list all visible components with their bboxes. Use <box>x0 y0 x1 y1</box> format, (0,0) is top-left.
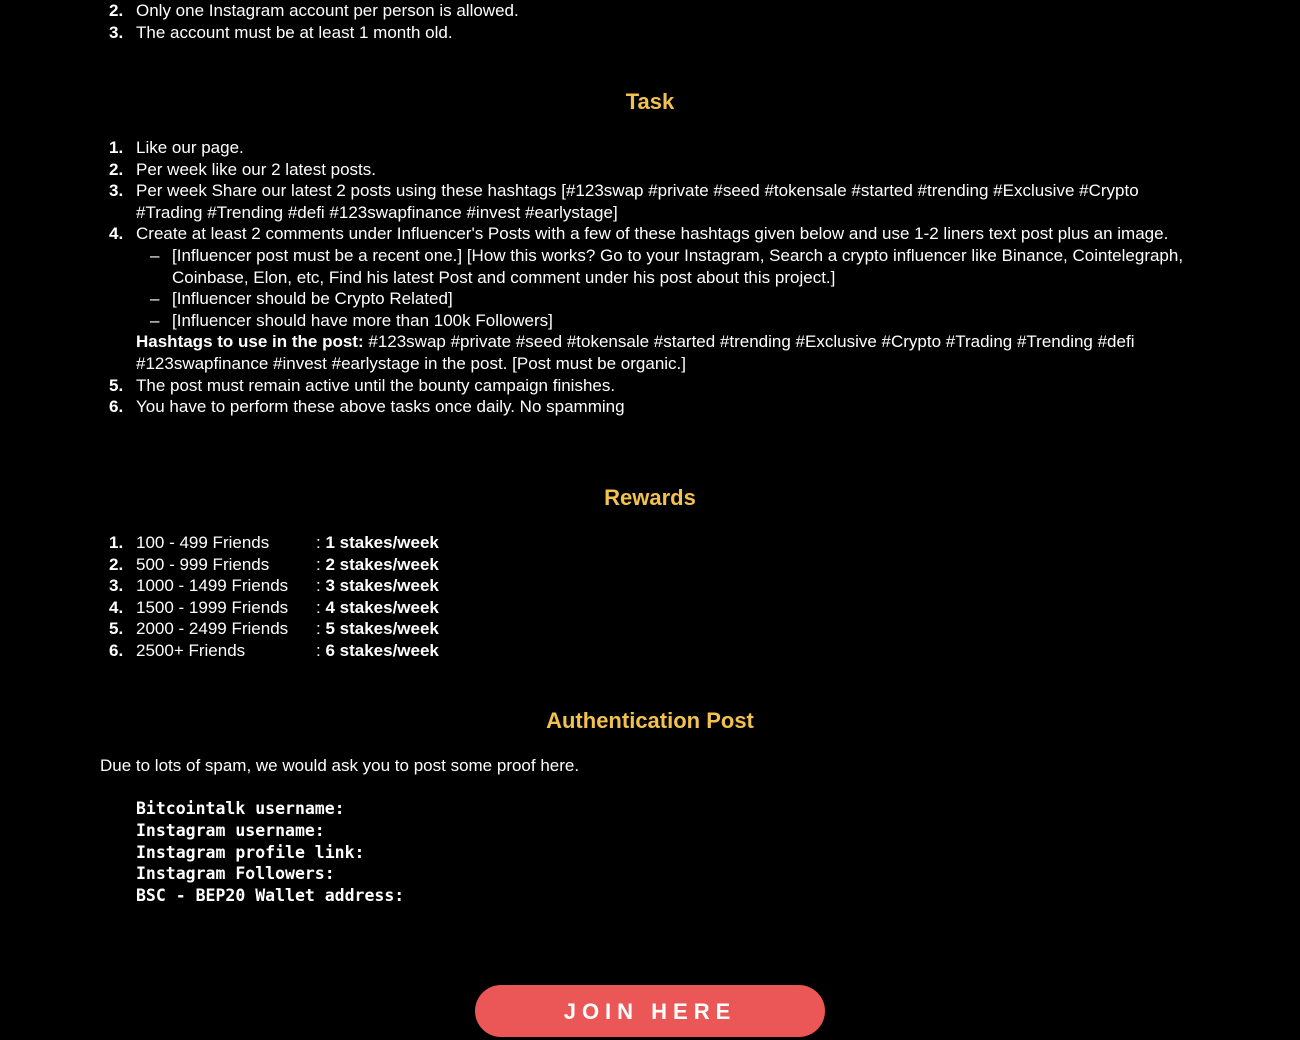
reward-separator: : <box>316 597 321 617</box>
rules-list <box>100 0 1200 43</box>
reward-separator: : <box>316 576 321 596</box>
dash-bullet: – <box>150 245 160 265</box>
rewards-list <box>100 532 600 662</box>
join-here-button[interactable]: JOIN HERE <box>475 985 825 1037</box>
list-item <box>100 22 1200 44</box>
list-number: 2. <box>109 159 124 179</box>
hashtags-text: #123swap #private #seed #tokensale #started #trending #Exclusive #Crypto #Trading #Trending #defi #123swapfinance #invest #earlystage in the post. [Post must be organic.] <box>136 332 1135 373</box>
list-number: 5. <box>109 619 124 639</box>
reward-tier: 2500+ Friends <box>136 640 246 660</box>
reward-separator: : <box>316 619 321 639</box>
proof-field: Bitcointalk username: <box>136 799 345 818</box>
reward-amount: 2 stakes/week <box>325 554 439 574</box>
list-item-text: The account must be at least 1 month old. <box>136 22 453 42</box>
reward-amount: 1 stakes/week <box>325 533 439 552</box>
reward-amount: 6 stakes/week <box>325 640 439 660</box>
list-item <box>100 180 1190 223</box>
reward-separator: : <box>316 640 321 660</box>
sub-list-item <box>136 310 1190 332</box>
hashtags-label: Hashtags to use in the post: <box>136 332 364 352</box>
list-number: 3. <box>109 181 124 201</box>
proof-field: Instagram username: <box>136 820 325 840</box>
list-item <box>100 375 1190 397</box>
reward-tier: 100 - 499 Friends <box>136 533 270 552</box>
list-number: 5. <box>109 375 124 395</box>
authentication-heading: Authentication Post <box>546 708 754 733</box>
list-item-text: Like our page. <box>136 138 244 157</box>
list-number: 6. <box>109 640 124 660</box>
sub-list-item <box>136 288 1190 310</box>
list-number: 6. <box>109 397 124 417</box>
proof-field: BSC - BEP20 Wallet address: <box>136 886 405 906</box>
list-number: 4. <box>109 597 124 617</box>
list-item <box>100 137 1190 159</box>
list-number: 2. <box>109 554 124 574</box>
reward-tier: 1500 - 1999 Friends <box>136 597 289 617</box>
list-item <box>100 159 1190 181</box>
reward-row <box>100 532 600 554</box>
reward-row <box>100 640 600 662</box>
reward-amount: 3 stakes/week <box>325 576 439 596</box>
reward-separator: : <box>316 554 321 574</box>
proof-field: Instagram profile link: <box>136 842 365 862</box>
list-item-text: Create at least 2 comments under Influencer's Posts with a few of these hashtags given below and use 1-2 liners text post plus an image. <box>136 224 1169 244</box>
list-number: 3. <box>109 576 124 596</box>
list-number: 4. <box>109 224 124 244</box>
list-item <box>100 396 1190 418</box>
reward-tier: 2000 - 2499 Friends <box>136 619 289 639</box>
proof-template <box>136 798 404 907</box>
list-item-text: You have to perform these above tasks once daily. No spamming <box>136 397 625 417</box>
list-item-text: The post must remain active until the bounty campaign finishes. <box>136 375 616 395</box>
sub-list-item-text: [Influencer should be Crypto Related] <box>172 289 453 309</box>
authentication-intro: Due to lots of spam, we would ask you to post some proof here. <box>100 756 580 775</box>
sub-list-item <box>136 245 1190 288</box>
reward-row <box>100 554 600 576</box>
sub-list-item-text: [Influencer should have more than 100k Followers] <box>172 310 553 330</box>
task-list <box>100 137 1190 418</box>
dash-bullet: – <box>150 289 160 309</box>
hashtags-paragraph <box>136 331 1190 374</box>
reward-tier: 500 - 999 Friends <box>136 554 270 574</box>
list-number: 3. <box>109 22 124 42</box>
proof-field: Instagram Followers: <box>136 864 335 884</box>
reward-row <box>100 618 600 640</box>
reward-amount: 4 stakes/week <box>325 597 439 617</box>
influencer-rules-list <box>136 245 1190 331</box>
list-number: 1. <box>109 138 124 157</box>
reward-tier: 1000 - 1499 Friends <box>136 576 289 596</box>
dash-bullet: – <box>150 310 160 330</box>
reward-separator: : <box>316 533 321 552</box>
list-item <box>100 0 1200 22</box>
sub-list-item-text: [Influencer post must be a recent one.] [How this works? Go to your Instagram, Search a crypto influencer like Binance, Cointelegraph, Coinbase, Elon, etc, Find his latest Post and comment under his post about this project.] <box>172 245 1184 287</box>
reward-row <box>100 597 600 619</box>
list-item-text: Only one Instagram account per person is allowed. <box>136 1 519 20</box>
task-heading: Task <box>625 89 675 114</box>
list-item <box>100 223 1190 374</box>
list-number: 1. <box>109 533 124 552</box>
list-number: 2. <box>109 1 124 20</box>
reward-row <box>100 575 600 597</box>
rewards-heading: Rewards <box>604 485 696 510</box>
list-item-text: Per week like our 2 latest posts. <box>136 159 377 179</box>
list-item-text: Per week Share our latest 2 posts using these hashtags [#123swap #private #seed #tokensale #started #trending #Exclusive #Crypto #Trading #Trending #defi #123swapfinance #invest #earlystage] <box>136 181 1139 222</box>
reward-amount: 5 stakes/week <box>325 619 439 639</box>
